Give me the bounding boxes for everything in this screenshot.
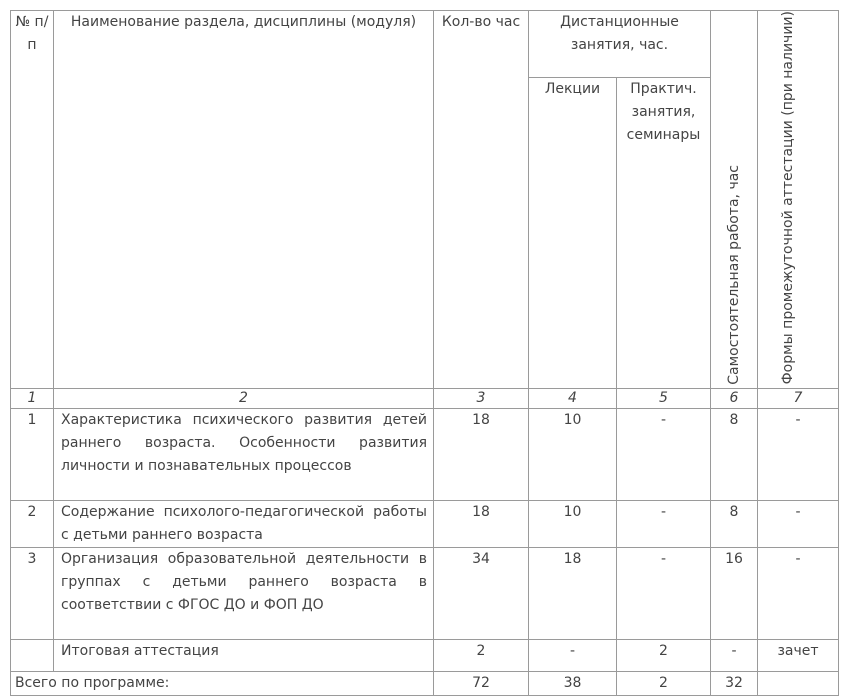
row-name: Характеристика психического развития детей раннего возраста. Особенности развития личности и познавательных процессов	[54, 409, 434, 501]
row-hours: 18	[434, 409, 529, 501]
row-num: 1	[11, 409, 54, 501]
header-name: Наименование раздела, дисциплины (модуля)	[54, 11, 434, 389]
total-lectures: 38	[529, 672, 617, 696]
header-attestation-cell	[758, 11, 839, 389]
row-lectures: 10	[529, 501, 617, 548]
row-num: 3	[11, 548, 54, 640]
row-name: Итоговая аттестация	[54, 640, 434, 672]
row-self-work: -	[711, 640, 758, 672]
row-practical: -	[617, 409, 711, 501]
total-practical: 2	[617, 672, 711, 696]
row-num	[11, 640, 54, 672]
row-num: 2	[11, 501, 54, 548]
column-number-row	[11, 389, 839, 409]
header-practical: Практич. занятия, семинары	[617, 77, 711, 388]
row-self-work: 16	[711, 548, 758, 640]
column-number: 3	[434, 389, 529, 409]
row-lectures: -	[529, 640, 617, 672]
column-number: 6	[711, 389, 758, 409]
header-self-work: Самостоятельная работа, час	[726, 164, 743, 385]
table-row	[11, 409, 839, 501]
column-number: 7	[758, 389, 839, 409]
total-self-work: 32	[711, 672, 758, 696]
header-row	[11, 11, 839, 78]
header-self-work-cell	[711, 11, 758, 389]
column-number: 5	[617, 389, 711, 409]
row-hours: 34	[434, 548, 529, 640]
header-distance: Дистанционные занятия, час.	[529, 11, 711, 78]
table-row	[11, 501, 839, 548]
table-row	[11, 548, 839, 640]
total-label: Всего по программе:	[11, 672, 434, 696]
row-attestation: -	[758, 409, 839, 501]
row-attestation: зачет	[758, 640, 839, 672]
total-hours: 72	[434, 672, 529, 696]
total-attestation	[758, 672, 839, 696]
row-attestation: -	[758, 501, 839, 548]
row-lectures: 18	[529, 548, 617, 640]
total-row	[11, 672, 839, 696]
row-lectures: 10	[529, 409, 617, 501]
row-hours: 18	[434, 501, 529, 548]
column-number: 1	[11, 389, 54, 409]
row-practical: -	[617, 501, 711, 548]
row-name: Организация образовательной деятельности в группах с детьми раннего возраста в соответствии с ФГОС ДО и ФОП ДО	[54, 548, 434, 640]
header-num: № п/п	[11, 11, 54, 389]
header-attestation: Формы промежуточной аттестации (при наличии)	[780, 11, 797, 385]
header-lectures: Лекции	[529, 77, 617, 388]
column-number: 2	[54, 389, 434, 409]
table-row	[11, 640, 839, 672]
row-name: Содержание психолого-педагогической работы с детьми раннего возраста	[54, 501, 434, 548]
row-self-work: 8	[711, 409, 758, 501]
row-self-work: 8	[711, 501, 758, 548]
header-hours: Кол-во час	[434, 11, 529, 389]
row-practical: -	[617, 548, 711, 640]
column-number: 4	[529, 389, 617, 409]
row-attestation: -	[758, 548, 839, 640]
row-hours: 2	[434, 640, 529, 672]
row-practical: 2	[617, 640, 711, 672]
curriculum-table	[10, 10, 839, 696]
